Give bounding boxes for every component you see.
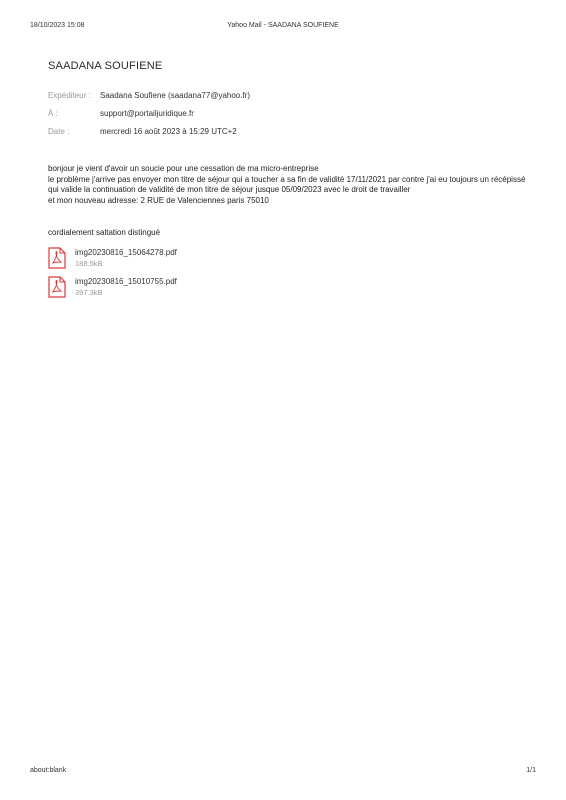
- page-number: 1/1: [526, 767, 536, 774]
- body-line: et mon nouveau adresse: 2 RUE de Valenciennes paris 75010: [48, 195, 269, 205]
- attachment-size: 397.3kB: [75, 288, 103, 297]
- attachment-info: [75, 247, 177, 269]
- body-line: le problème j'arrive pas envoyer mon titre de séjour qui a toucher a sa fin de validité 17/11/2021 par contre j'ai eu toujours un récépissé qui valide la continuation de validité de mon titre de séjour jusque 05/09/2023 avec le droit de travailler: [48, 174, 526, 194]
- attachment-info: [75, 276, 177, 298]
- from-value[interactable]: Saadana Soufiene (saadana77@yahoo.fr): [100, 91, 251, 100]
- date-row: [48, 127, 250, 145]
- pdf-icon: [48, 276, 66, 298]
- body-line: bonjour je vient d'avoir un soucie pour une cessation de ma micro-entreprise: [48, 164, 319, 173]
- print-datetime: 18/10/2023 15:08: [30, 22, 85, 29]
- attachment-name: img20230816_15064278.pdf: [75, 248, 177, 257]
- from-row: [48, 91, 250, 109]
- to-label: À :: [48, 109, 58, 118]
- date-value: mercredi 16 août 2023 à 15:29 UTC+2: [100, 127, 237, 136]
- from-label: Expéditeur :: [48, 91, 91, 100]
- attachment-item[interactable]: [48, 276, 177, 305]
- attachment-name: img20230816_15010755.pdf: [75, 277, 177, 286]
- to-value[interactable]: support@portailjuridique.fr: [100, 109, 194, 118]
- attachment-size: 188.5kB: [75, 259, 103, 268]
- email-subject: SAADANA SOUFIENE: [48, 60, 163, 72]
- pdf-icon: [48, 247, 66, 269]
- email-meta: [48, 91, 250, 145]
- attachment-item[interactable]: [48, 247, 177, 276]
- print-footer: [30, 767, 536, 779]
- print-url: about:blank: [30, 767, 67, 774]
- print-page-title: Yahoo Mail - SAADANA SOUFIENE: [227, 22, 339, 29]
- date-label: Date :: [48, 127, 70, 136]
- print-header: [30, 22, 536, 34]
- attachments-list: [48, 247, 177, 305]
- email-signature: cordialement saltation distingué: [48, 228, 161, 237]
- email-body: [48, 164, 528, 206]
- to-row: [48, 109, 250, 127]
